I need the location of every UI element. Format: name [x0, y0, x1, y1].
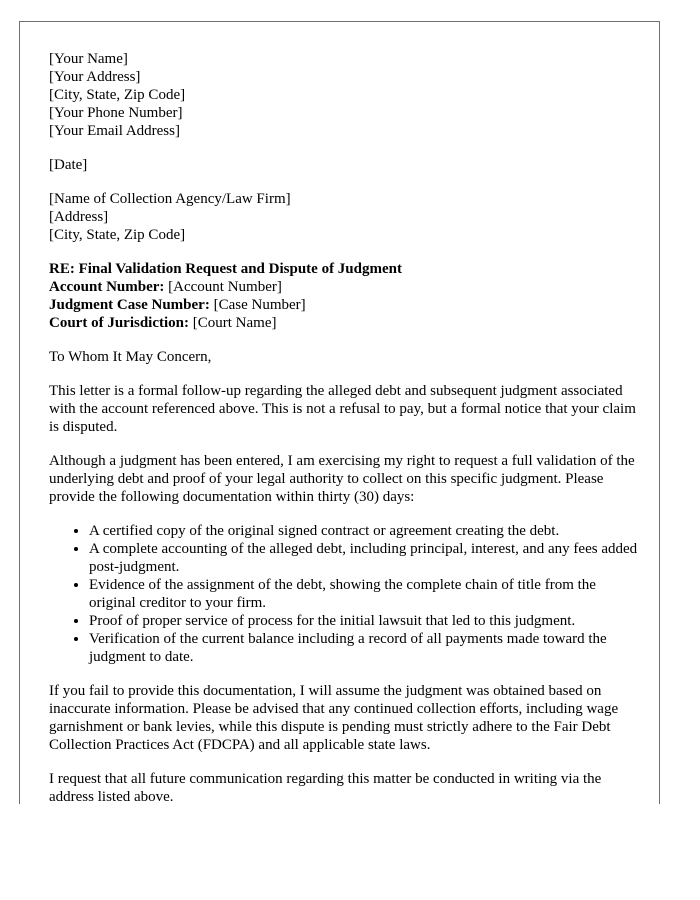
recipient-name: [Name of Collection Agency/Law Firm] [49, 191, 291, 207]
paragraph-intro: This letter is a formal follow-up regarding the alleged debt and subsequent judgment associated with the account referenced above. This is not a refusal to pay, but a formal notice that your claim is disputed. [49, 383, 636, 435]
salutation: To Whom It May Concern, [49, 349, 212, 365]
letter-date: [Date] [49, 157, 88, 173]
recipient-block [49, 190, 639, 244]
court-line [49, 314, 639, 332]
account-number-label: Account Number: [49, 279, 165, 295]
sender-address: [Your Address] [49, 69, 141, 85]
list-item: • Verification of the current balance including a record of all payments made toward the judgment to date. [89, 630, 639, 666]
sender-city-state-zip: [City, State, Zip Code] [49, 87, 186, 103]
list-item: • Proof of proper service of process for the initial lawsuit that led to this judgment. [89, 612, 639, 630]
court-label: Court of Jurisdiction: [49, 315, 189, 331]
sender-phone: [Your Phone Number] [49, 105, 183, 121]
case-number-line [49, 296, 639, 314]
reference-block [49, 260, 639, 332]
paragraph-communication: I request that all future communication regarding this matter be conducted in writing via the address listed above. [49, 771, 602, 804]
re-line: RE: Final Validation Request and Dispute of Judgment [49, 261, 402, 277]
court-value: [Court Name] [189, 315, 277, 331]
list-item: • A complete accounting of the alleged debt, including principal, interest, and any fees added post-judgment. [89, 540, 639, 576]
list-item: • A certified copy of the original signed contract or agreement creating the debt. [89, 522, 639, 540]
request-list [49, 522, 639, 666]
letter-body [49, 50, 639, 804]
paragraph-warning: If you fail to provide this documentation, I will assume the judgment was obtained based on inaccurate information. Please be advised that any continued collection efforts, including wage garnishment or bank levies, while this dispute is pending must strictly adhere to the Fair Debt Collection Practices Act (FDCPA) and all applicable state laws. [49, 683, 619, 753]
paragraph-request: Although a judgment has been entered, I am exercising my right to request a full validation of the underlying debt and proof of your legal authority to collect on this specific judgment. Please provide the following documentation within thirty (30) days: [49, 453, 635, 505]
recipient-city-state-zip: [City, State, Zip Code] [49, 227, 186, 243]
sender-email: [Your Email Address] [49, 123, 180, 139]
account-number-value: [Account Number] [164, 279, 282, 295]
recipient-address: [Address] [49, 209, 109, 225]
list-item: • Evidence of the assignment of the debt, showing the complete chain of title from the original creditor to your firm. [89, 576, 639, 612]
letter-page [19, 21, 660, 804]
case-number-label: Judgment Case Number: [49, 297, 210, 313]
sender-name: [Your Name] [49, 51, 128, 67]
sender-block [49, 50, 639, 140]
date-block [49, 156, 639, 174]
case-number-value: [Case Number] [209, 297, 306, 313]
account-number-line [49, 278, 639, 296]
